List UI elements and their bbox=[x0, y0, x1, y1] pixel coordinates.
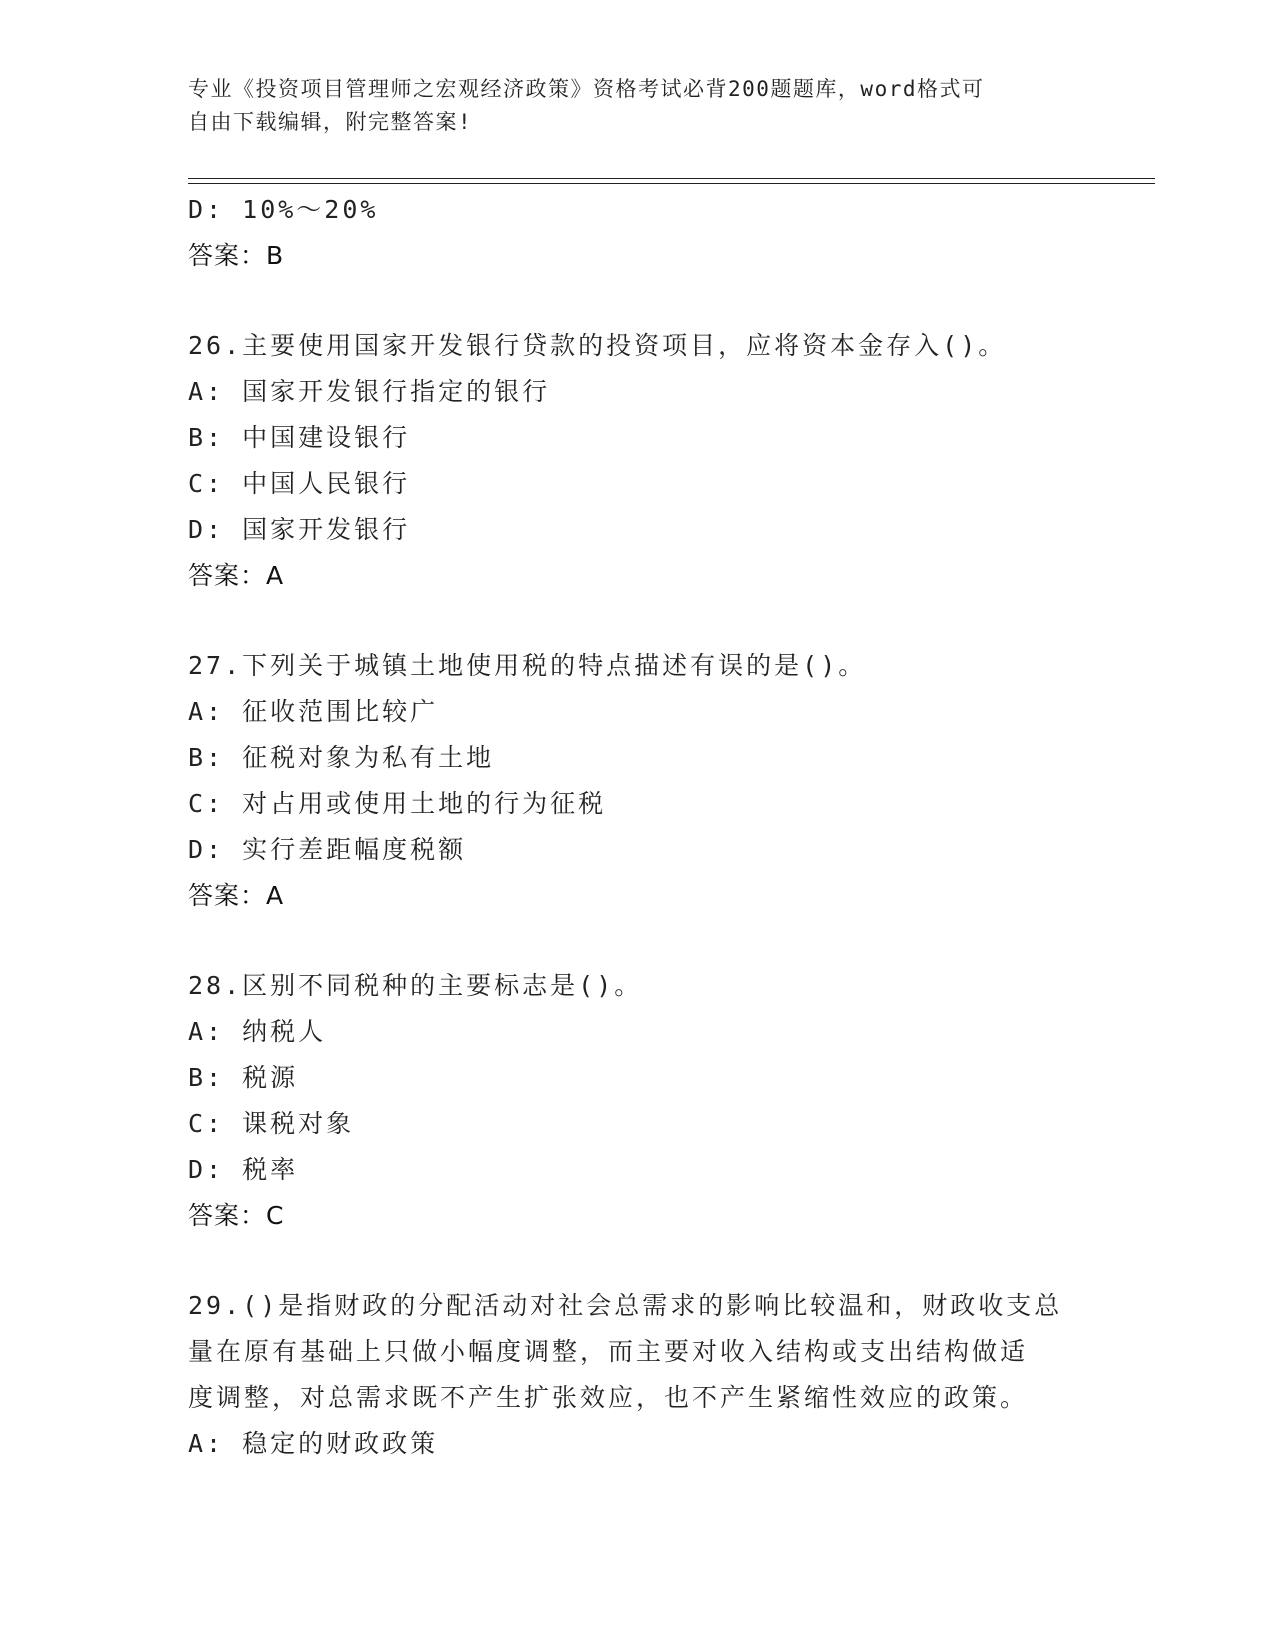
option-a: A: 纳税人 bbox=[188, 1017, 327, 1046]
header-title-line-1: 专业《投资项目管理师之宏观经济政策》资格考试必背200题题库，word格式可 bbox=[188, 77, 985, 101]
option-c: C: 课税对象 bbox=[188, 1109, 355, 1138]
header-title-line-2: 自由下载编辑，附完整答案! bbox=[188, 110, 473, 134]
answer-line: 答案：A bbox=[188, 881, 285, 910]
spacer bbox=[188, 599, 1088, 643]
question-stem: 27.下列关于城镇土地使用税的特点描述有误的是()。 bbox=[188, 651, 867, 680]
question-stem: 28.区别不同税种的主要标志是()。 bbox=[188, 971, 643, 1000]
answer-line: 答案：B bbox=[188, 241, 285, 270]
option-a: A: 征收范围比较广 bbox=[188, 697, 439, 726]
header-divider bbox=[188, 178, 1155, 184]
question-stem-line-3: 度调整，对总需求既不产生扩张效应，也不产生紧缩性效应的政策。 bbox=[188, 1383, 1029, 1412]
page-header bbox=[188, 73, 1068, 139]
option-b: B: 征税对象为私有土地 bbox=[188, 743, 495, 772]
question-29 bbox=[188, 1283, 1088, 1467]
option-c: C: 对占用或使用土地的行为征税 bbox=[188, 789, 607, 818]
option-d: D: 实行差距幅度税额 bbox=[188, 835, 467, 864]
carryover-block bbox=[188, 187, 1088, 279]
question-28 bbox=[188, 963, 1088, 1239]
question-stem-line-2: 量在原有基础上只做小幅度调整，而主要对收入结构或支出结构做适 bbox=[188, 1337, 1029, 1366]
spacer bbox=[188, 919, 1088, 963]
option-c: C: 中国人民银行 bbox=[188, 469, 411, 498]
answer-line: 答案：C bbox=[188, 1201, 285, 1230]
option-d: D: 10%～20% bbox=[188, 195, 379, 224]
option-d: D: 国家开发银行 bbox=[188, 515, 411, 544]
spacer bbox=[188, 1239, 1088, 1283]
answer-line: 答案：A bbox=[188, 561, 285, 590]
option-d: D: 税率 bbox=[188, 1155, 299, 1184]
question-list bbox=[188, 187, 1088, 1467]
option-a: A: 国家开发银行指定的银行 bbox=[188, 377, 551, 406]
question-27 bbox=[188, 643, 1088, 919]
option-b: B: 税源 bbox=[188, 1063, 299, 1092]
question-stem: 26.主要使用国家开发银行贷款的投资项目，应将资本金存入()。 bbox=[188, 331, 1007, 360]
question-26 bbox=[188, 323, 1088, 599]
option-b: B: 中国建设银行 bbox=[188, 423, 411, 452]
question-stem-line-1: 29.()是指财政的分配活动对社会总需求的影响比较温和，财政收支总 bbox=[188, 1291, 1063, 1320]
spacer bbox=[188, 279, 1088, 323]
option-a: A: 稳定的财政政策 bbox=[188, 1429, 439, 1458]
